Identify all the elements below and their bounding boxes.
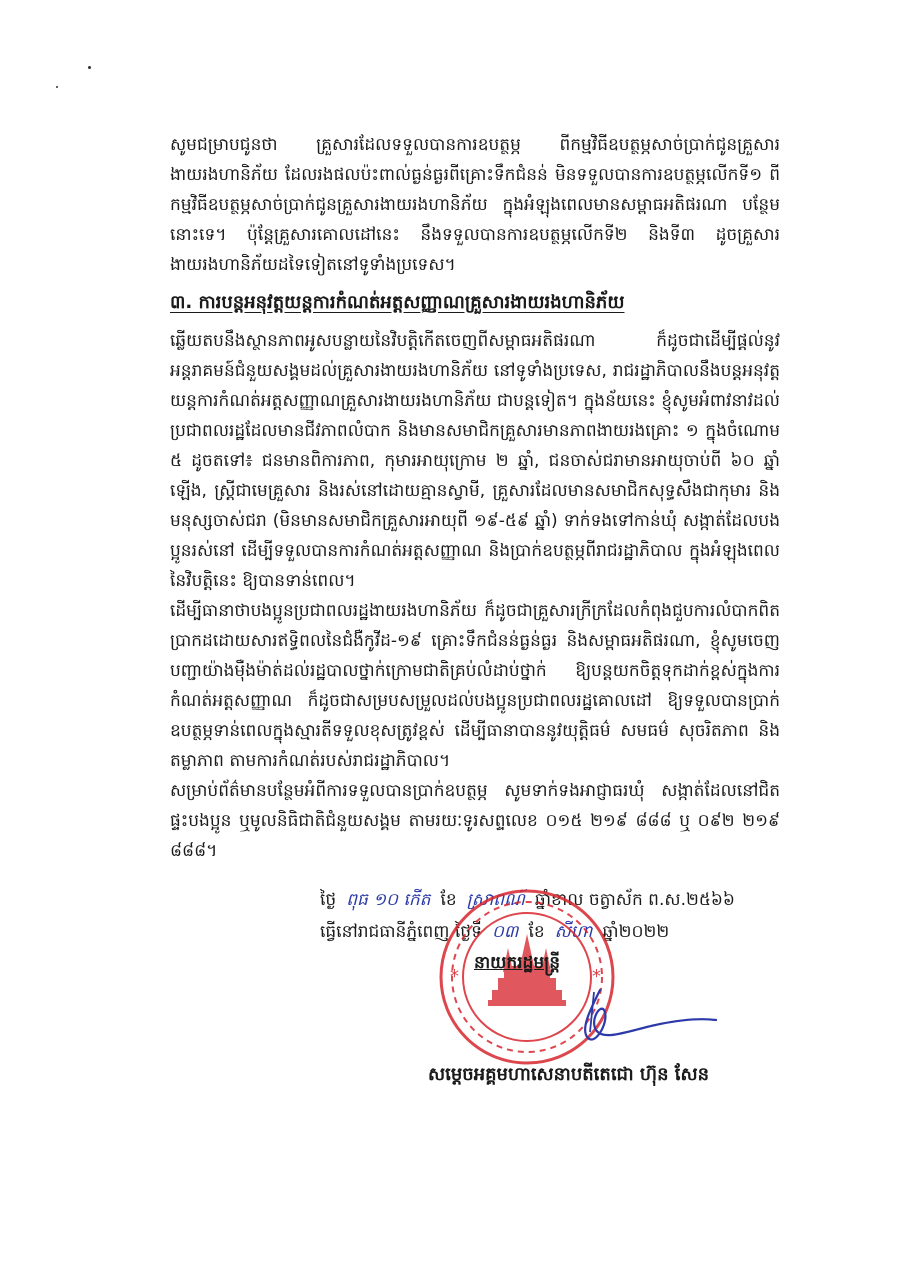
letter-body	[170, 130, 780, 866]
signer-name: សម្តេចអគ្គមហាសេនាបតីតេជោ ហ៊ុន សែន	[428, 1064, 710, 1085]
handwritten-signature-icon	[560, 980, 720, 1050]
lunar-day-prefix: ថ្ងៃ	[320, 890, 337, 910]
paragraph-2: ឆ្លើយតបនឹងស្ថានភាពអូសបន្លាយនៃវិបត្តិកើតចេញពីសម្ពាធអតិផរណា ក៏ដូចជាដើម្បីផ្តល់នូវអន្តរាគមន៍ជំនួយសង្គមដល់គ្រួសារងាយរងហានិភ័យ នៅទូទាំងប្រទេស, រាជរដ្ឋាភិបាលនឹងបន្តអនុវត្តយន្តការកំណត់អត្តសញ្ញាណគ្រួសារងាយរងហានិភ័យ ជាបន្តទៀត។ ក្នុងន័យនេះ ខ្ញុំសូមអំពាវនាវដល់ប្រជាពលរដ្ឋដែលមានជីវភាពលំបាក និងមានសមាជិកគ្រួសារមានភាពងាយរងគ្រោះ ១ ក្នុងចំណោម ៥ ដូចតទៅ៖ ជនមានពិការភាព, កុមារអាយុក្រោម ២ ឆ្នាំ, ជនចាស់ជរាមានអាយុចាប់ពី ៦០ ឆ្នាំឡើង, ស្ត្រីជាមេគ្រួសារ និងរស់នៅដោយគ្មានស្វាមី, គ្រួសារដែលមានសមាជិកសុទ្ធសឹងជាកុមារ និងមនុស្សចាស់ជរា (មិនមានសមាជិកគ្រួសារអាយុពី ១៩-៥៩ ឆ្នាំ) ទាក់ទងទៅកាន់ឃុំ សង្កាត់ដែលបងប្អូនរស់នៅ ដើម្បីទទួលបានការកំណត់អត្តសញ្ញាណ និងប្រាក់ឧបត្ថម្ភពីរាជរដ្ឋាភិបាល ក្នុងអំឡុងពេលនៃវិបត្តិនេះ ឱ្យបានទាន់ពេល។	[170, 331, 780, 591]
svg-text:*: *	[450, 966, 459, 987]
year: ឆ្នាំ២០២២	[602, 922, 670, 942]
svg-text:*: *	[592, 966, 601, 987]
lunar-month-prefix: ខែ	[440, 890, 457, 910]
lunar-year: ឆ្នាំខាល ចត្វាស័ក ព.ស.២៥៦៦	[534, 890, 735, 910]
day-handwritten: ០៣	[491, 922, 519, 942]
office-title: នាយករដ្ឋមន្ត្រី	[474, 953, 560, 973]
scan-speck	[56, 86, 58, 88]
section-heading-3: ៣. ការបន្តអនុវត្តយន្តការកំណត់អត្តសញ្ញាណគ្រួសារងាយរងហានិភ័យ	[170, 292, 625, 313]
scan-speck	[88, 66, 91, 69]
month-prefix: ខែ	[528, 922, 545, 942]
paragraph-4: សម្រាប់ព័ត៌មានបន្ថែមអំពីការទទួលបានប្រាក់ឧបត្ថម្ភ សូមទាក់ទងអាជ្ញាធរឃុំ សង្កាត់ដែលនៅជិតផ្ទះបងប្អូន ឬមូលនិធិជាតិជំនួយសង្គម តាមរយៈទូរសព្ទលេខ ០១៥ ២១៩ ៨៨៨ ឬ ០៩២ ២១៩ ៨៨៨។	[170, 781, 780, 861]
place-prefix: ធ្វើនៅរាជធានីភ្នំពេញ ថ្ងៃទី	[320, 922, 482, 942]
paragraph-3: ដើម្បីធានាថាបងប្អូនប្រជាពលរដ្ឋងាយរងហានិភ័យ ក៏ដូចជាគ្រួសារក្រីក្រដែលកំពុងជួបការលំបាកពិតប្រាកដដោយសារឥទ្ធិពលនៃជំងឺកូវីដ-១៩ គ្រោះទឹកជំនន់ធ្ងន់ធ្ងរ និងសម្ពាធអតិផរណា, ខ្ញុំសូមចេញបញ្ជាយ៉ាងម៉ឺងម៉ាត់ដល់រដ្ឋបាលថ្នាក់ក្រោមជាតិគ្រប់លំដាប់ថ្នាក់ ឱ្យបន្តយកចិត្តទុកដាក់ខ្ពស់ក្នុងការកំណត់អត្តសញ្ញាណ ក៏ដូចជាសម្របសម្រួលដល់បងប្អូនប្រជាពលរដ្ឋគោលដៅ ឱ្យទទួលបានប្រាក់ឧបត្ថម្ភទាន់ពេលក្នុងស្មារតីទទួលខុសត្រូវខ្ពស់ ដើម្បីធានាបាននូវយុត្តិធម៌ សមធម៌ សុចរិតភាព និងតម្លាភាព តាមការកំណត់របស់រាជរដ្ឋាភិបាល។	[170, 601, 780, 771]
paragraph-1: សូមជម្រាបជូនថា គ្រួសារដែលទទួលបានការឧបត្ថម្ភ ពីកម្មវិធីឧបត្ថម្ភសាច់ប្រាក់ជូនគ្រួសារងាយរងហានិភ័យ ដែលរងផលប៉ះពាល់ធ្ងន់ធ្ងរពីគ្រោះទឹកជំនន់ មិនទទួលបានការឧបត្ថម្ភលើកទី១ ពីកម្មវិធីឧបត្ថម្ភសាច់ប្រាក់ជូនគ្រួសារងាយរងហានិភ័យ ក្នុងអំឡុងពេលមានសម្ពាធអតិផរណា បន្ថែមនោះទេ។ ប៉ុន្តែគ្រួសារគោលដៅនេះ នឹងទទួលបានការឧបត្ថម្ភលើកទី២ និងទី៣ ដូចគ្រួសារងាយរងហានិភ័យដទៃទៀតនៅទូទាំងប្រទេស។	[170, 135, 780, 275]
month-handwritten: សីហា	[554, 922, 593, 942]
lunar-month-handwritten: ស្រាពណ៍	[466, 890, 525, 910]
lunar-day-handwritten: ពុធ ១០ កើត	[346, 890, 431, 910]
